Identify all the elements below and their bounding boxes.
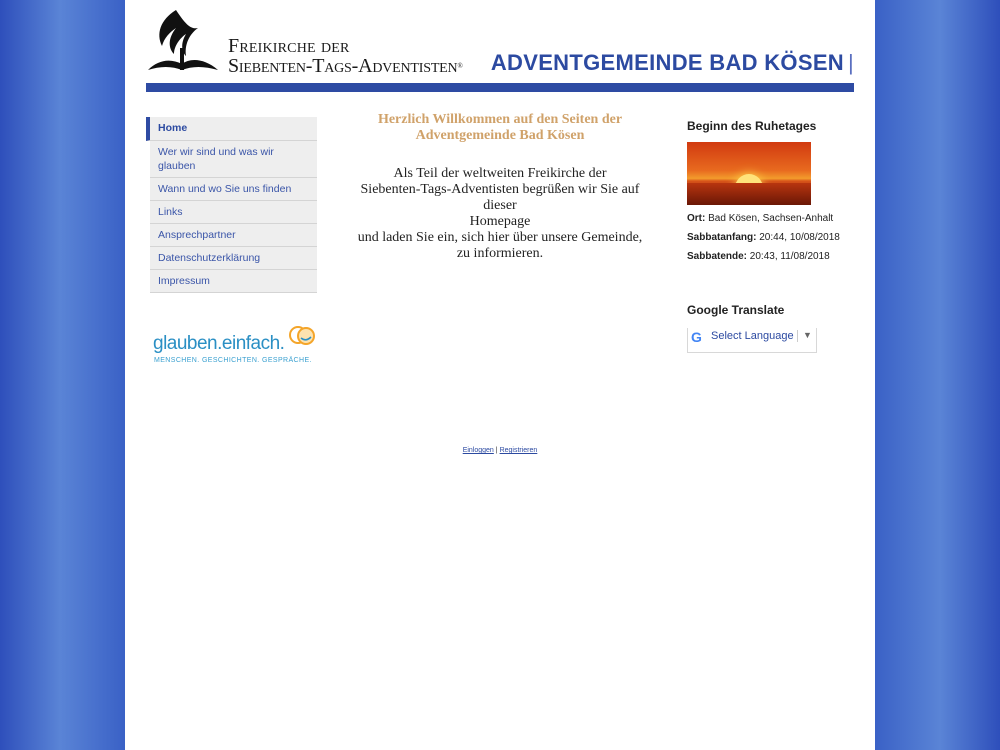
sabbath-start-value: 20:44, 10/08/2018 <box>759 232 840 243</box>
sabbath-end-value: 20:43, 11/08/2018 <box>749 251 830 262</box>
intro-line1: Als Teil der weltweiten Freikirche der <box>393 166 607 181</box>
ort-value: Bad Kösen, Sachsen-Anhalt <box>708 213 834 224</box>
nav-item-wer-wir-sind[interactable]: Wer wir sind und was wir glauben <box>150 141 317 178</box>
intro-line3: Homepage <box>469 214 531 229</box>
church-logo[interactable] <box>146 8 466 78</box>
welcome-line1: Herzlich Willkommen auf den Seiten der <box>377 112 623 127</box>
site-title <box>491 50 854 76</box>
footer-links <box>125 447 875 454</box>
glauben-einfach-banner[interactable] <box>153 323 323 369</box>
title-bar: | <box>847 50 854 75</box>
nav-item-wann-und-wo[interactable]: Wann und wo Sie uns finden <box>150 178 317 201</box>
login-link[interactable]: Einloggen <box>462 447 494 454</box>
main-content <box>343 112 657 262</box>
registered-mark: ® <box>457 62 463 70</box>
glauben-text: glauben.einfach. <box>153 333 285 354</box>
logo-line1: Freikirche der <box>228 35 350 57</box>
sunset-image <box>687 142 811 205</box>
site-title-text: ADVENTGEMEINDE BAD KÖSEN <box>490 50 844 75</box>
intro-line2: Siebenten-Tags-Adventisten begrüßen wir Sie auf dieser <box>360 182 640 213</box>
nav-item-links[interactable]: Links <box>150 201 317 224</box>
register-link[interactable]: Registrieren <box>499 447 538 454</box>
translate-title: Google Translate <box>687 303 785 317</box>
sabbath-title: Beginn des Ruhetages <box>687 119 817 133</box>
church-flame-icon <box>146 8 222 74</box>
nav-item-datenschutz[interactable]: Datenschutzerklärung <box>150 247 317 270</box>
logo-line2 <box>228 56 463 76</box>
sabbath-end-label: Sabbatende: <box>687 251 748 262</box>
header <box>146 8 854 93</box>
welcome-heading <box>343 112 657 144</box>
google-g-icon: G <box>691 329 702 345</box>
logo-line2-text: Siebenten-Tags-Adventisten <box>228 55 458 77</box>
right-sidebar <box>687 119 867 353</box>
nav-item-impressum[interactable]: Impressum <box>150 270 317 293</box>
main-nav <box>146 117 317 293</box>
horizon-shape <box>687 183 811 205</box>
logo-text <box>228 36 463 76</box>
select-separator <box>797 330 798 342</box>
sabbath-info <box>687 209 867 266</box>
ort-row <box>687 209 867 228</box>
language-select[interactable] <box>687 328 817 353</box>
footer-separator: | <box>495 447 498 454</box>
intro-line5: zu informieren. <box>456 246 544 261</box>
nav-item-home[interactable]: Home <box>146 117 317 141</box>
chevron-down-icon: ▼ <box>803 330 812 340</box>
sabbath-start-row <box>687 228 867 247</box>
header-rule <box>146 83 854 92</box>
speech-bubble-icon <box>289 325 315 347</box>
welcome-line2: Adventgemeinde Bad Kösen <box>415 128 585 143</box>
sabbath-end-row <box>687 247 867 266</box>
intro-text <box>343 166 657 262</box>
sabbath-start-label: Sabbatanfang: <box>687 232 757 243</box>
page <box>125 0 875 750</box>
ort-label: Ort: <box>687 213 706 224</box>
nav-item-ansprechpartner[interactable]: Ansprechpartner <box>150 224 317 247</box>
intro-line4: und laden Sie ein, sich hier über unsere Gemeinde, <box>357 230 643 245</box>
glauben-tagline: MENSCHEN. GESCHICHTEN. GESPRÄCHE. <box>154 357 312 364</box>
select-language-label: Select Language <box>711 330 794 342</box>
